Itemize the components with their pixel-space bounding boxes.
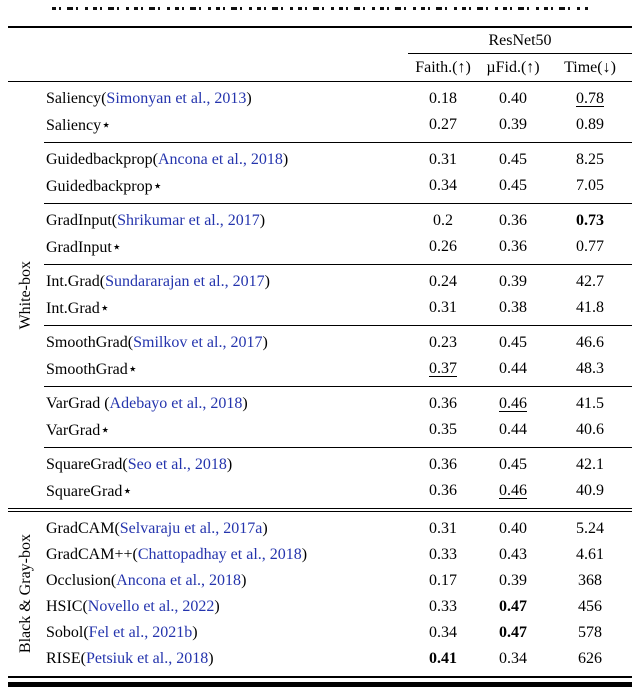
time-value: 0.89 xyxy=(576,116,604,133)
citation-close-paren: ) xyxy=(262,520,268,537)
citation-link[interactable]: Selvaraju et al., 2017a xyxy=(119,520,263,537)
table-row xyxy=(44,478,632,504)
col-header-mufid: µFid.(↑) xyxy=(486,58,540,76)
method-cell xyxy=(44,334,408,352)
method-name: Guidedbackprop⋆ xyxy=(46,178,163,195)
method-cell xyxy=(44,212,408,230)
fid-value: 0.39 xyxy=(499,273,527,290)
method-cell xyxy=(44,176,408,196)
time-value: 4.61 xyxy=(576,546,604,563)
row-block xyxy=(44,325,632,386)
table-row xyxy=(44,147,632,173)
table-row xyxy=(44,356,632,382)
citation-link[interactable]: Smilkov et al., 2017 xyxy=(133,334,263,351)
fid-value: 0.36 xyxy=(499,212,527,229)
citation-link[interactable]: Simonyan et al., 2013 xyxy=(106,90,247,107)
citation-close-paren: ) xyxy=(282,151,289,168)
citation-link[interactable]: Petsiuk et al., 2018 xyxy=(86,650,209,667)
table-row xyxy=(44,112,632,138)
group-rows xyxy=(44,82,632,508)
method-cell xyxy=(44,572,408,590)
time-value: 368 xyxy=(578,572,602,589)
model-header-row xyxy=(8,28,632,54)
faith-value: 0.37 xyxy=(429,360,457,377)
table-row xyxy=(44,568,632,594)
citation-open-paren: ( xyxy=(82,598,88,615)
column-header-row xyxy=(8,54,632,81)
fid-value: 0.45 xyxy=(499,151,527,168)
fid-value: 0.45 xyxy=(499,177,527,194)
method-name: GradInput⋆ xyxy=(46,239,122,256)
time-value: 578 xyxy=(578,624,602,641)
row-block xyxy=(44,142,632,203)
method-cell xyxy=(44,151,408,169)
method-name: Guidedbackprop xyxy=(46,151,153,168)
citation-close-paren: ) xyxy=(301,546,308,563)
fid-value: 0.44 xyxy=(499,421,527,438)
table-row xyxy=(44,594,632,620)
faith-value: 0.31 xyxy=(429,151,457,168)
method-name: Int.Grad xyxy=(46,273,100,290)
faith-value: 0.24 xyxy=(429,273,457,290)
group-label: Black & Gray-box xyxy=(17,534,34,654)
time-value: 0.77 xyxy=(576,238,604,255)
citation-open-paren: ( xyxy=(122,456,128,473)
table-row xyxy=(44,516,632,542)
col-header-time: Time(↓) xyxy=(564,58,616,76)
method-cell xyxy=(44,90,408,108)
time-value: 456 xyxy=(578,598,602,615)
citation-close-paren: ) xyxy=(246,90,252,107)
table-row xyxy=(44,452,632,478)
fid-value: 0.43 xyxy=(499,546,527,563)
method-cell xyxy=(44,395,408,413)
group-label-cell xyxy=(8,82,44,508)
citation-link[interactable]: Seo et al., 2018 xyxy=(127,456,227,473)
results-table-body xyxy=(8,82,632,676)
time-value: 41.5 xyxy=(576,395,604,412)
citation-close-paren: ) xyxy=(241,572,247,589)
fid-value: 0.39 xyxy=(499,116,527,133)
fid-value: 0.45 xyxy=(499,334,527,351)
method-cell xyxy=(44,520,408,538)
table-row xyxy=(44,234,632,260)
citation-open-paren: ( xyxy=(152,151,158,168)
faith-value: 0.31 xyxy=(429,520,457,537)
method-name: GradCAM++ xyxy=(46,546,133,563)
method-name: SquareGrad xyxy=(46,456,123,473)
method-name: GradInput xyxy=(46,212,112,229)
faith-value: 0.36 xyxy=(429,456,457,473)
method-cell xyxy=(44,546,408,564)
model-name: ResNet50 xyxy=(488,31,552,49)
table-row xyxy=(44,417,632,443)
citation-link[interactable]: Sundararajan et al., 2017 xyxy=(105,273,265,290)
time-value: 8.25 xyxy=(576,151,604,168)
method-cell xyxy=(44,273,408,291)
citation-close-paren: ) xyxy=(242,395,248,412)
method-name: Occlusion xyxy=(46,572,111,589)
table-row xyxy=(44,173,632,199)
row-block xyxy=(44,264,632,325)
citation-close-paren: ) xyxy=(226,456,233,473)
cropped-caption-text xyxy=(52,7,589,10)
citation-link[interactable]: Shrikumar et al., 2017 xyxy=(117,212,260,229)
method-cell xyxy=(44,115,408,135)
method-name: VarGrad⋆ xyxy=(46,422,111,439)
table-row xyxy=(44,269,632,295)
citation-close-paren: ) xyxy=(192,624,198,641)
citation-open-paren: ( xyxy=(114,520,120,537)
group-white-box xyxy=(8,82,632,508)
time-value: 5.24 xyxy=(576,520,604,537)
faith-value: 0.34 xyxy=(429,624,457,641)
method-name: Saliency⋆ xyxy=(46,117,112,134)
cropped-caption xyxy=(8,0,632,11)
citation-open-paren: ( xyxy=(110,572,117,589)
faith-value: 0.34 xyxy=(429,177,457,194)
method-name: SmoothGrad xyxy=(46,334,128,351)
method-name: Int.Grad⋆ xyxy=(46,300,110,317)
method-name: VarGrad xyxy=(46,395,105,412)
citation-close-paren: ) xyxy=(208,650,214,667)
time-value: 46.6 xyxy=(576,334,604,351)
method-cell xyxy=(44,420,408,440)
method-cell xyxy=(44,298,408,318)
fid-value: 0.40 xyxy=(499,90,527,107)
fid-value: 0.47 xyxy=(499,598,527,615)
method-name: RISE xyxy=(46,650,81,667)
table-row xyxy=(44,208,632,234)
fid-value: 0.46 xyxy=(499,482,527,499)
citation-close-paren: ) xyxy=(214,598,220,615)
fid-value: 0.45 xyxy=(499,456,527,473)
faith-value: 0.2 xyxy=(433,212,453,229)
time-value: 42.7 xyxy=(576,273,604,290)
table-row xyxy=(44,391,632,417)
time-value: 42.1 xyxy=(576,456,604,473)
method-cell xyxy=(44,359,408,379)
citation-link[interactable]: Adebayo et al., 2018 xyxy=(109,395,243,412)
fid-value: 0.40 xyxy=(499,520,527,537)
fid-value: 0.34 xyxy=(499,650,527,667)
table-row xyxy=(44,542,632,568)
method-name: Saliency xyxy=(46,90,102,107)
page-cut-rule xyxy=(8,682,632,687)
faith-value: 0.36 xyxy=(429,482,457,499)
row-block xyxy=(44,82,632,142)
time-value: 0.78 xyxy=(576,90,604,107)
group-rows xyxy=(44,512,632,676)
row-block xyxy=(44,203,632,264)
citation-open-paren: ( xyxy=(104,395,110,412)
time-value: 40.6 xyxy=(576,421,604,438)
time-value: 41.8 xyxy=(576,299,604,316)
group-black-gray-box xyxy=(8,512,632,676)
method-cell xyxy=(44,481,408,501)
fid-value: 0.36 xyxy=(499,238,527,255)
method-name: SmoothGrad⋆ xyxy=(46,361,138,378)
fid-value: 0.38 xyxy=(499,299,527,316)
method-name: SquareGrad⋆ xyxy=(46,483,133,500)
group-label-cell xyxy=(8,512,44,676)
faith-value: 0.36 xyxy=(429,395,457,412)
table-row xyxy=(44,86,632,112)
citation-close-paren: ) xyxy=(259,212,266,229)
time-value: 48.3 xyxy=(576,360,604,377)
citation-open-paren: ( xyxy=(99,273,106,290)
method-cell xyxy=(44,598,408,616)
table-bottom-rule xyxy=(8,676,632,678)
method-name: Sobol xyxy=(46,624,84,641)
row-block xyxy=(44,447,632,508)
citation-open-paren: ( xyxy=(127,334,134,351)
citation-link[interactable]: Fel et al., 2021b xyxy=(88,624,193,641)
fid-value: 0.39 xyxy=(499,572,527,589)
citation-close-paren: ) xyxy=(264,273,270,290)
faith-value: 0.35 xyxy=(429,421,457,438)
faith-value: 0.23 xyxy=(429,334,457,351)
group-label: White-box xyxy=(17,260,34,330)
faith-value: 0.26 xyxy=(429,238,457,255)
method-cell xyxy=(44,456,408,474)
table-row xyxy=(44,330,632,356)
faith-value: 0.31 xyxy=(429,299,457,316)
faith-value: 0.18 xyxy=(429,90,457,107)
faith-value: 0.33 xyxy=(429,598,457,615)
citation-open-paren: ( xyxy=(132,546,138,563)
time-value: 40.9 xyxy=(576,482,604,499)
fid-value: 0.47 xyxy=(499,624,527,641)
faith-value: 0.41 xyxy=(429,650,457,667)
citation-close-paren: ) xyxy=(262,334,268,351)
method-name: GradCAM xyxy=(46,520,115,537)
citation-open-paren: ( xyxy=(80,650,86,667)
fid-value: 0.46 xyxy=(499,395,527,412)
row-block xyxy=(44,386,632,447)
citation-link[interactable]: Ancona et al., 2018 xyxy=(157,151,283,168)
table-row xyxy=(44,646,632,672)
citation-link[interactable]: Ancona et al., 2018 xyxy=(116,572,242,589)
citation-open-paren: ( xyxy=(83,624,89,641)
method-name: HSIC xyxy=(46,598,83,615)
time-value: 7.05 xyxy=(576,177,604,194)
table-row xyxy=(44,620,632,646)
col-header-faith: Faith.(↑) xyxy=(415,58,471,76)
citation-open-paren: ( xyxy=(101,90,107,107)
method-cell xyxy=(44,237,408,257)
citation-link[interactable]: Chattopadhay et al., 2018 xyxy=(137,546,302,563)
time-value: 626 xyxy=(578,650,602,667)
faith-value: 0.33 xyxy=(429,546,457,563)
citation-link[interactable]: Novello et al., 2022 xyxy=(87,598,215,615)
time-value: 0.73 xyxy=(576,212,604,229)
fid-value: 0.44 xyxy=(499,360,527,377)
model-header-cell xyxy=(408,28,632,54)
row-block xyxy=(44,512,632,676)
faith-value: 0.17 xyxy=(429,572,457,589)
method-cell xyxy=(44,624,408,642)
table-row xyxy=(44,295,632,321)
faith-value: 0.27 xyxy=(429,116,457,133)
method-cell xyxy=(44,650,408,668)
citation-open-paren: ( xyxy=(111,212,118,229)
